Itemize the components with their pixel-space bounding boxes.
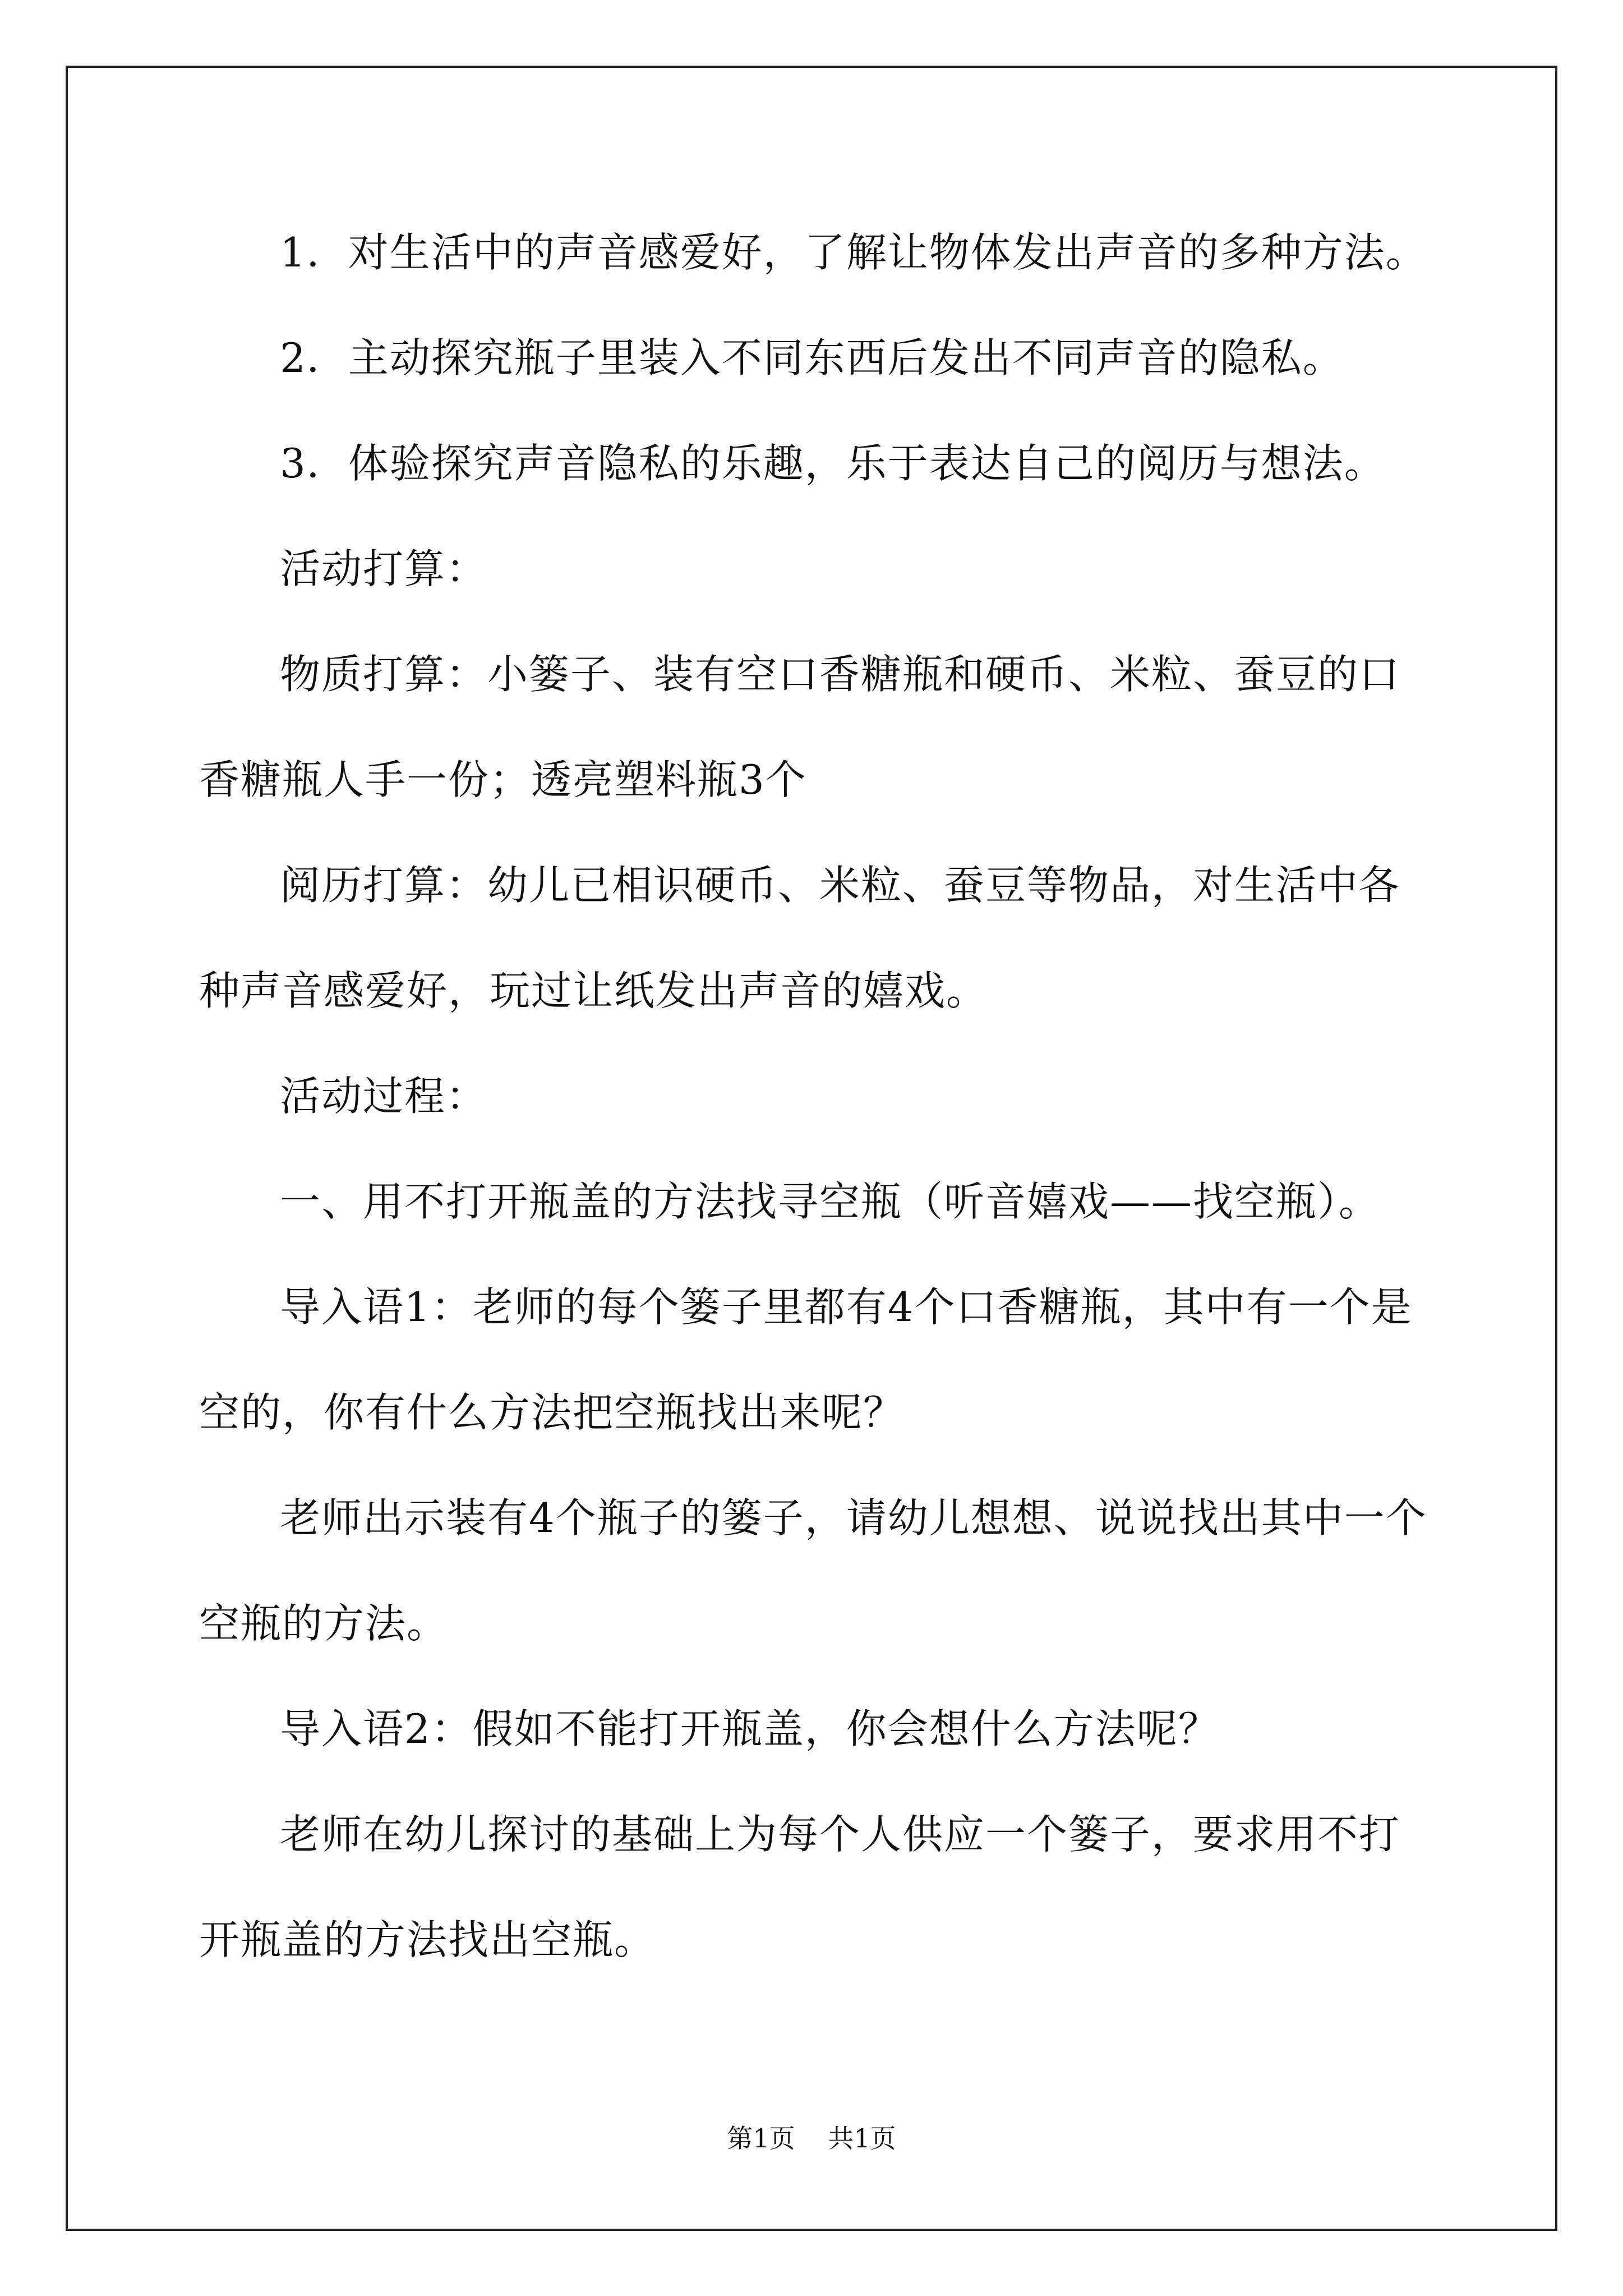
- paragraph-experience-prep: 阅历打算：幼儿已相识硬币、米粒、蚕豆等物品，对生活中各种声音感爱好，玩过让纸发出声音的嬉戏。: [199, 862, 1401, 1014]
- paragraph-goal-2: 2．主动探究瓶子里装入不同东西后发出不同声音的隐私。: [280, 334, 1344, 381]
- paragraph-intro-1: 导入语1：老师的每个篓子里都有4个口香糖瓶，其中有一个是空的，你有什么方法把空瓶找出来呢？: [199, 1283, 1413, 1436]
- heading-process: 活动过程：: [280, 1073, 488, 1120]
- paragraph-teacher-shows: 老师出示装有4个瓶子的篓子，请幼儿想想、说说找出其中一个空瓶的方法。: [199, 1494, 1427, 1647]
- heading-preparation: 活动打算：: [280, 545, 488, 592]
- paragraph-step-1: 一、用不打开瓶盖的方法找寻空瓶（听音嬉戏——找空瓶）。: [280, 1178, 1381, 1225]
- footer-page-number: 第1页: [727, 2123, 795, 2154]
- page-footer: [0, 2118, 1623, 2155]
- paragraph-teacher-provides: 老师在幼儿探讨的基础上为每个人供应一个篓子，要求用不打开瓶盖的方法找出空瓶。: [199, 1811, 1401, 1963]
- footer-total-pages: 共1页: [828, 2123, 896, 2154]
- paragraph-material-prep: 物质打算：小篓子、装有空口香糖瓶和硬币、米粒、蚕豆的口香糖瓶人手一份；透亮塑料瓶3个: [199, 651, 1401, 803]
- paragraph-goal-1: 1．对生活中的声音感爱好，了解让物体发出声音的多种方法。: [280, 229, 1427, 276]
- document-body: [199, 200, 1433, 1993]
- paragraph-intro-2: 导入语2：假如不能打开瓶盖，你会想什么方法呢？: [280, 1705, 1220, 1752]
- paragraph-goal-3: 3．体验探究声音隐私的乐趣，乐于表达自己的阅历与想法。: [280, 440, 1386, 487]
